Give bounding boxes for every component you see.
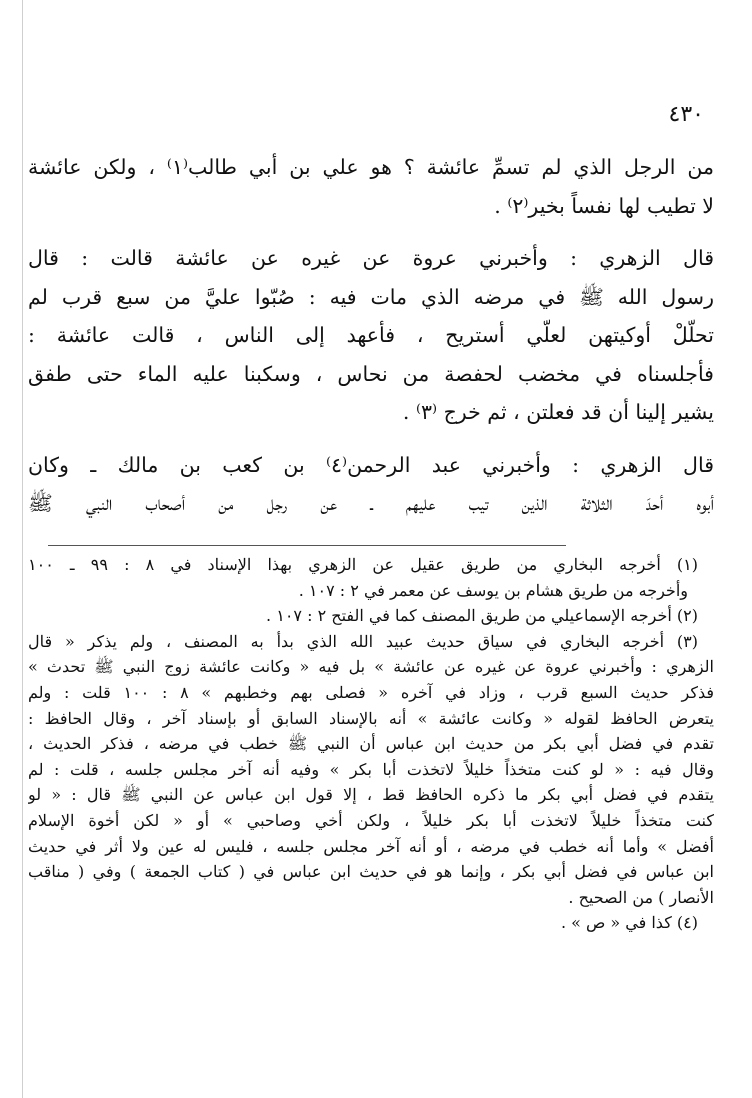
- footnote-3: (٣) أخرجه البخاري في سياق حديث عبيد الله الذي بدأ به المصنف ، ولم يذكر « قال: [28, 631, 698, 651]
- book-page: [28, 0, 728, 1098]
- footnote-3-cont: الزهري : وأخبرني عروة عن غيره عن عائشة » بل فيه « وكانت عائشة زوج النبي ﷺ تحدث »: [28, 657, 714, 677]
- footnote-3-cont: تقدم في فضل أبي بكر من حديث ابن عباس أن النبي ﷺ خطب في مرضه ، فذكر الحديث ،: [28, 734, 714, 754]
- footnote-3-cont: أفضل » وأما أنه خطب في مرضه ، أو أنه آخر مجلس جلسه ، فليس له عين ولا أثر في حديث: [28, 836, 714, 856]
- text-line: قال الزهري : وأخبرني عبد الرحمن⁽٤⁾ بن كعب بن مالك ـ وكان: [28, 452, 714, 477]
- footnote-4: (٤) كذا في « ص » .: [560, 913, 698, 933]
- text-line: قال الزهري : وأخبرني عروة عن غيره عن عائشة قالت : قال: [28, 246, 714, 270]
- page-margin-line: [22, 0, 23, 1098]
- text-line: رسول الله ﷺ في مرضه الذي مات فيه : صُبّوا عليَّ من سبع قرب لم: [28, 284, 714, 309]
- footnote-1-cont: وأخرجه من طريق هشام بن يوسف عن معمر في ٢ : ١٠٧ .: [298, 580, 688, 600]
- page-number: ٤٣٠: [668, 102, 704, 127]
- text-line: يشير إلينا أن قد فعلتن ، ثم خرج ⁽٣⁾ .: [402, 400, 714, 424]
- footnote-3-cont: كنت متخذاً خليلاً لاتخذت أبا بكر خليلاً ، ولكن أخي وصاحبي » أو « لكن أخوة الإسلام: [28, 810, 714, 830]
- footnote-3-cont: ابن عباس في فضل أبي بكر ، وإنما هو في حديث ابن عباس في ( كتاب الجمعة ) وفي ( مناقب: [28, 862, 714, 882]
- text-line: فأجلسناه في مخضب لحفصة من نحاس ، وسكبنا عليه الماء حتى طفق: [28, 361, 714, 386]
- text-line: تحلّلْ أوكيتهن لعلّي أستريح ، فأعهد إلى الناس ، قالت عائشة :: [28, 323, 714, 347]
- footnote-3-cont: الأنصار ) من الصحيح .: [568, 887, 714, 907]
- footnote-2: (٢) أخرجه الإسماعيلي من طريق المصنف كما في الفتح ٢ : ١٠٧ .: [266, 606, 698, 626]
- footnote-3-cont: يتقدم في فضل أبي بكر ما ذكره الحافظ قط ، إلا قول ابن عباس عن النبي ﷺ قال : « لو: [28, 785, 714, 805]
- text-line: أبوه أحدَ الثلاثة الذين تيب عليهم ـ عن رجل من أصحاب النبي ﷺ: [28, 491, 714, 515]
- footnote-3-cont: يتعرض الحافظ لقوله « وكانت عائشة » أنه بالإسناد السابق أو بإسناد آخر ، وقال الحافظ :: [28, 708, 714, 728]
- footnote-3-cont: وقال فيه : « لو كنت متخذاً خليلاً لاتخذت أبا بكر » وفيه أنه آخر مجلس جلسه ، قلت : لم: [28, 759, 714, 779]
- footnote-3-cont: فذكر حديث السبع قرب ، وزاد في آخره « فصلى بهم وخطبهم » ٨ : ١٠٠ قلت : ولم: [28, 682, 714, 702]
- footnotes: [28, 552, 714, 936]
- footnote-divider: [48, 545, 566, 546]
- main-text: [28, 148, 714, 523]
- text-line: لا تطيب لها نفساً بخير⁽٢⁾ .: [494, 193, 714, 218]
- text-line: من الرجل الذي لم تسمِّ عائشة ؟ هو علي بن أبي طالب⁽١⁾ ، ولكن عائشة: [28, 155, 714, 179]
- footnote-1: (١) أخرجه البخاري من طريق عقيل عن الزهري بهذا الإسناد في ٨ : ٩٩ ـ ١٠٠: [28, 555, 698, 574]
